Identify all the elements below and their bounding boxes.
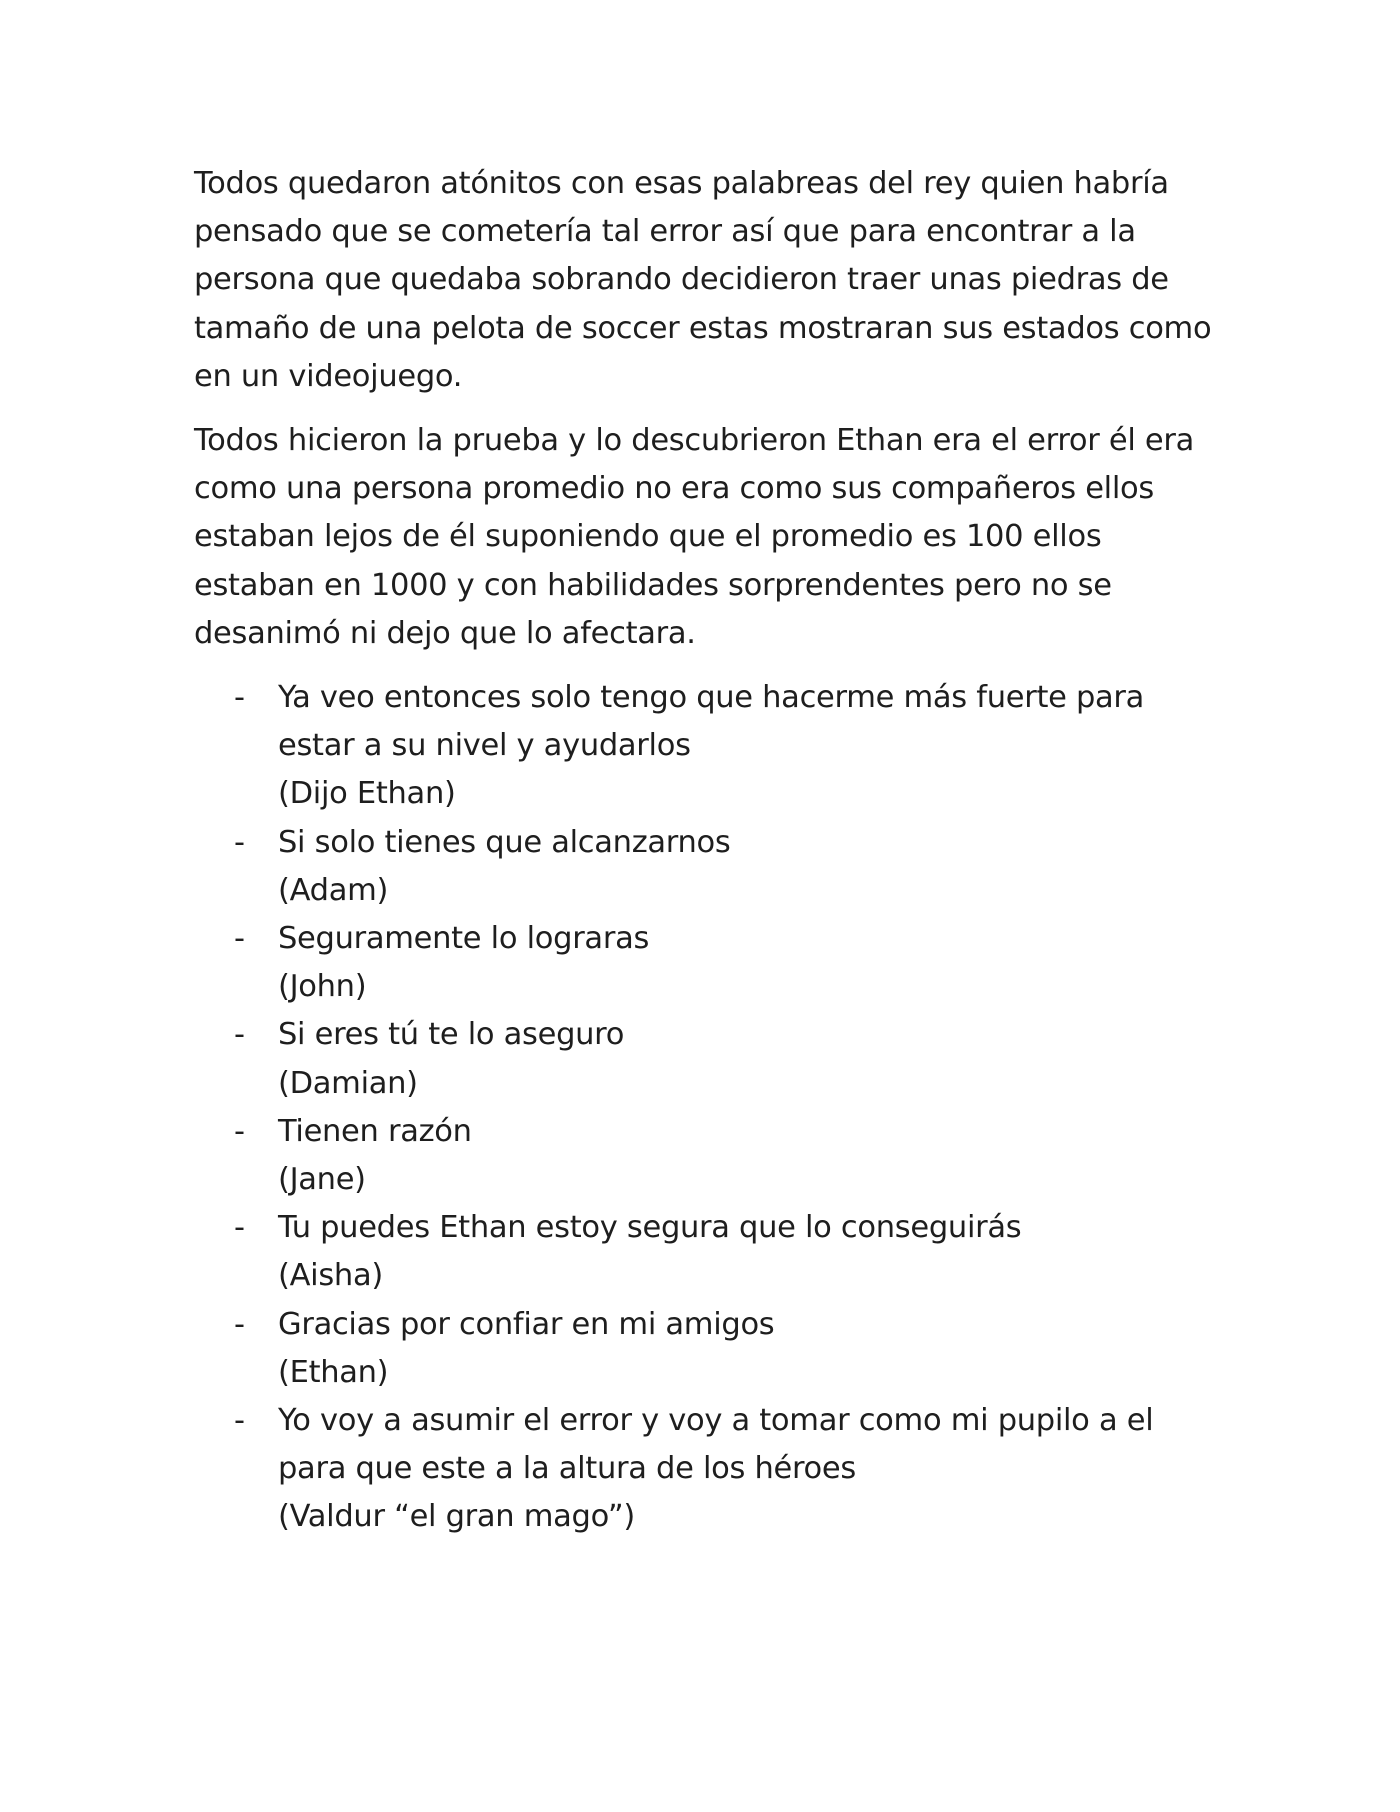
dialogue-dash: - (234, 824, 245, 860)
dialogue-line: Ya veo entonces solo tengo que hacerme más fuerte para estar a su nivel y ayudarlos (278, 680, 1145, 764)
paragraph-intro: Todos quedaron atónitos con esas palabreas del rey quien habría pensado que se cometería tal error así que para encontrar a la persona que quedaba sobrando decidieron traer unas piedras de tamaño de una pelota de soccer estas mostraran sus estados como en un videojuego. (194, 166, 1212, 394)
dialogue-speaker: (Ethan) (278, 1354, 389, 1390)
dialogue-speaker: (Dijo Ethan) (278, 776, 456, 812)
dialogue-dash: - (234, 1210, 245, 1246)
dialogue-dash: - (234, 680, 245, 716)
dialogue-speaker: (Aisha) (278, 1258, 383, 1294)
dialogue-list (194, 674, 1224, 1542)
dialogue-item (194, 1301, 1224, 1397)
dialogue-item (194, 674, 1224, 819)
dialogue-dash: - (234, 1403, 245, 1439)
dialogue-speaker: (Jane) (278, 1162, 366, 1198)
dialogue-dash: - (234, 1017, 245, 1053)
dialogue-line: Si solo tienes que alcanzarnos (278, 824, 731, 860)
dialogue-speaker: (John) (278, 969, 367, 1005)
dialogue-item (194, 1397, 1224, 1542)
dialogue-item (194, 1204, 1224, 1300)
dialogue-item (194, 1011, 1224, 1107)
dialogue-item (194, 1108, 1224, 1204)
dialogue-line: Si eres tú te lo aseguro (278, 1017, 625, 1053)
dialogue-line: Gracias por confiar en mi amigos (278, 1306, 775, 1342)
dialogue-speaker: (Damian) (278, 1065, 418, 1101)
dialogue-item (194, 915, 1224, 1011)
dialogue-speaker: (Valdur “el gran mago”) (278, 1499, 635, 1535)
dialogue-line: Yo voy a asumir el error y voy a tomar como mi pupilo a el para que este a la altura de los héroes (278, 1403, 1154, 1487)
dialogue-dash: - (234, 1306, 245, 1342)
dialogue-speaker: (Adam) (278, 872, 389, 908)
dialogue-dash: - (234, 1113, 245, 1149)
dialogue-item (194, 819, 1224, 915)
dialogue-line: Tienen razón (278, 1113, 472, 1149)
paragraph-test-result: Todos hicieron la prueba y lo descubrieron Ethan era el error él era como una persona promedio no era como sus compañeros ellos estaban lejos de él suponiendo que el promedio es 100 ellos estaban en 1000 y con habilidades sorprendentes pero no se desanimó ni dejo que lo afectara. (194, 423, 1195, 651)
dialogue-dash: - (234, 921, 245, 957)
dialogue-line: Tu puedes Ethan estoy segura que lo conseguirás (278, 1210, 1022, 1246)
document-body (194, 160, 1224, 1542)
dialogue-line: Seguramente lo lograras (278, 921, 650, 957)
